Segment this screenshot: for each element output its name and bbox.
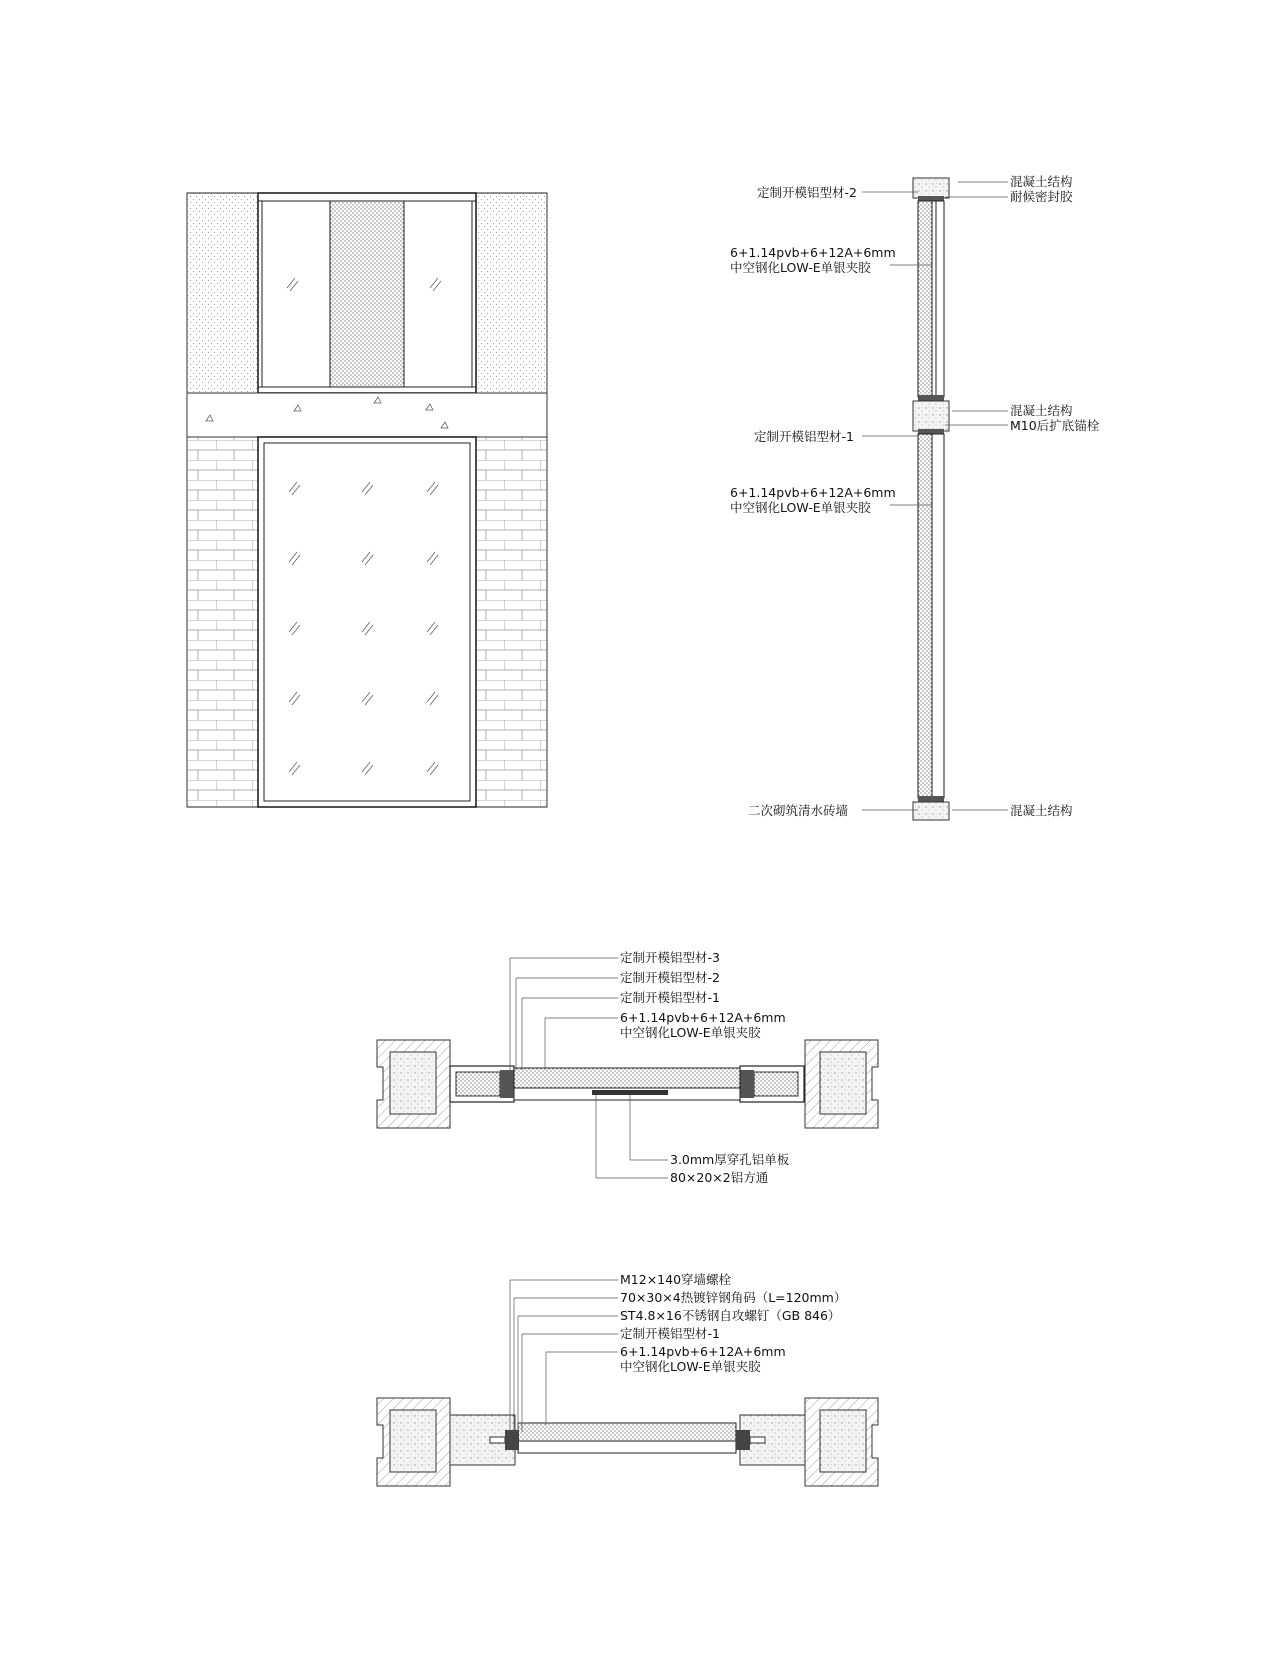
label-plan2-profile-1: 定制开模铝型材-1 [620,1326,720,1341]
section-middle-concrete [913,401,949,431]
brick-wall-left [187,437,258,807]
label-m10-anchor: M10后扩底锚栓 [1010,418,1100,433]
label-plan2-screw: ST4.8×16不锈钢自攻螺钉（GB 846） [620,1308,841,1323]
label-concrete-structure-top: 混凝土结构 [1010,174,1073,189]
label-plan1-profile-1: 定制开模铝型材-1 [620,990,720,1005]
elevation-right-wall [476,193,547,393]
elevation-left-wall [187,193,258,393]
label-plan2-angle: 70×30×4热镀锌钢角码（L=120mm） [620,1290,847,1305]
horizontal-plan-view-1 [377,950,878,1185]
vertical-section-view [730,174,1100,820]
elevation-view [187,193,547,807]
label-perforated-panel: 3.0mm厚穿孔铝单板 [670,1152,790,1167]
section-upper-glass [918,201,932,397]
section-lower-glass [918,434,932,798]
label-plan1-glass-2: 中空钢化LOW-E单银夹胶 [620,1025,761,1040]
label-concrete-structure-bottom: 混凝土结构 [1010,803,1073,818]
label-glass-spec-bottom-1: 6+1.14pvb+6+12A+6mm [730,485,896,500]
plan1-glass [514,1068,740,1088]
label-plan2-glass-1: 6+1.14pvb+6+12A+6mm [620,1344,786,1359]
label-glass-spec-top-1: 6+1.14pvb+6+12A+6mm [730,245,896,260]
perforated-panel [330,201,404,387]
perforated-aluminum-panel [592,1090,668,1095]
label-glass-spec-top-2: 中空钢化LOW-E单银夹胶 [730,260,871,275]
label-plan1-glass-1: 6+1.14pvb+6+12A+6mm [620,1010,786,1025]
label-weather-sealant: 耐候密封胶 [1010,189,1073,204]
label-plan1-profile-3: 定制开模铝型材-3 [620,950,720,965]
label-glass-spec-bottom-2: 中空钢化LOW-E单银夹胶 [730,500,871,515]
label-brick-wall: 二次砌筑清水砖墙 [748,803,849,818]
brick-wall-right [476,437,547,807]
label-plan2-bolt: M12×140穿墙螺栓 [620,1272,732,1287]
label-aluminum-profile-1: 定制开模铝型材-1 [754,429,854,444]
label-aluminum-tube: 80×20×2铝方通 [670,1170,769,1185]
label-plan2-glass-2: 中空钢化LOW-E单银夹胶 [620,1359,761,1374]
label-aluminum-profile-2: 定制开模铝型材-2 [757,185,857,200]
horizontal-plan-view-2 [377,1272,878,1486]
label-concrete-structure-mid: 混凝土结构 [1010,403,1073,418]
plan2-glass [518,1423,736,1441]
concrete-beam [187,393,547,437]
label-plan1-profile-2: 定制开模铝型材-2 [620,970,720,985]
